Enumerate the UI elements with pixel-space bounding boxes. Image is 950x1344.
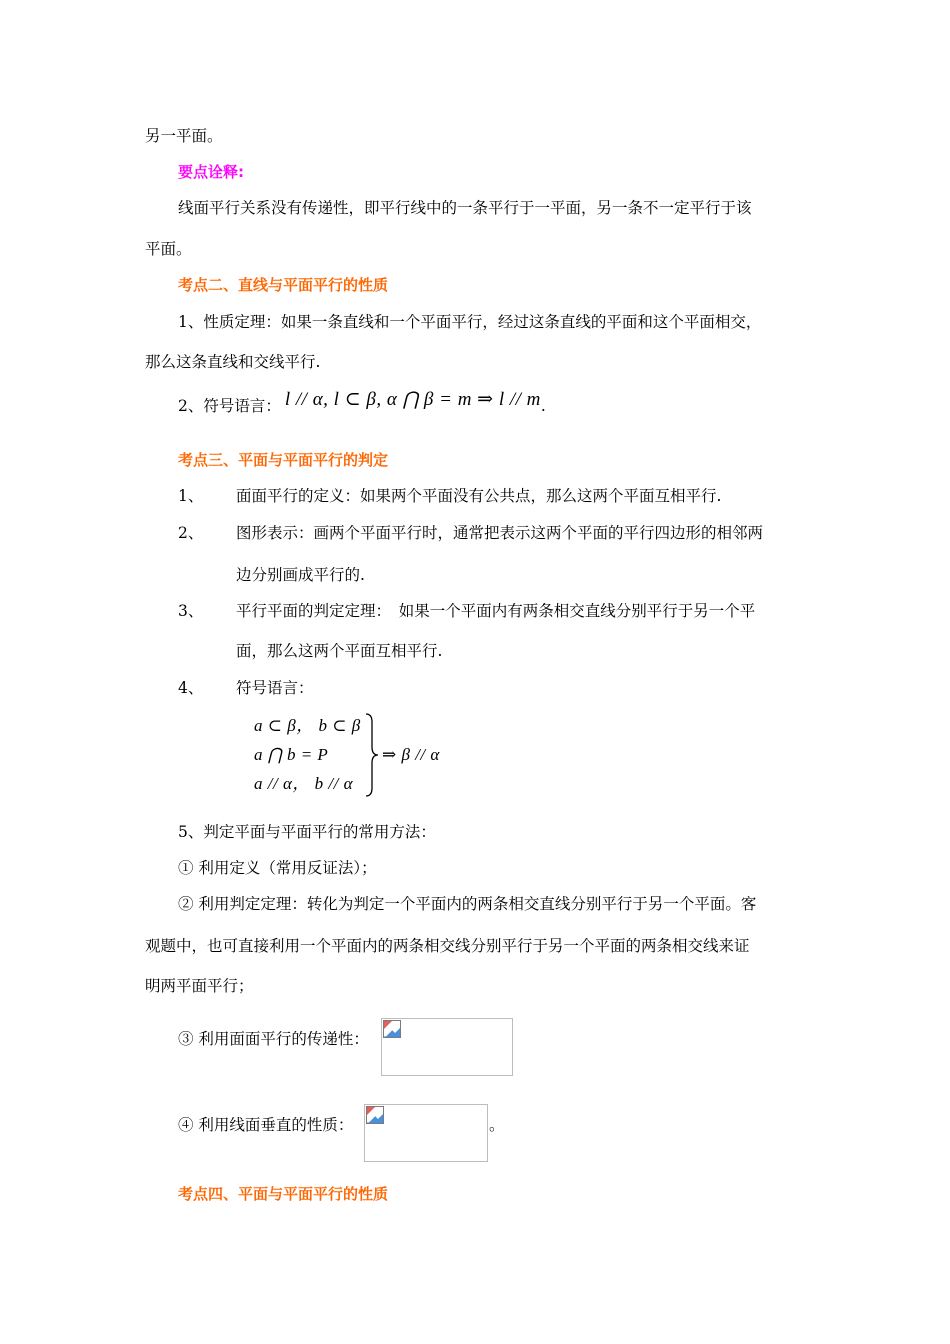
text-line: 明两平面平行； xyxy=(145,977,254,995)
method-item: ③ 利用面面平行的传递性： xyxy=(178,1030,369,1048)
list-item-text: 平行平面的判定定理： 如果一个平面内有两条相交直线分别平行于另一个平 xyxy=(236,602,756,620)
image-placeholder xyxy=(381,1018,513,1076)
list-number: 3、 xyxy=(178,602,204,620)
system-row: a ⊂ β， b ⊂ β xyxy=(254,716,361,735)
broken-image-icon xyxy=(383,1020,401,1038)
text-line: 那么这条直线和交线平行. xyxy=(145,353,321,371)
system-row: a // α， b // α xyxy=(254,774,353,793)
list-item-text: 面面平行的定义：如果两个平面没有公共点，那么这两个平面互相平行. xyxy=(236,487,722,505)
method-item: ② 利用判定定理：转化为判定一个平面内的两条相交直线分别平行于另一个平面。客 xyxy=(178,895,757,913)
key-note-heading: 要点诠释: xyxy=(178,163,244,181)
symbol-language-label: 2、符号语言： xyxy=(178,397,281,415)
section-heading-2: 考点二、直线与平面平行的性质 xyxy=(178,276,389,294)
list-item-text: 符号语言： xyxy=(236,679,314,697)
broken-image-icon xyxy=(366,1106,384,1124)
list-number: 1、 xyxy=(178,487,204,505)
right-brace-icon xyxy=(364,712,380,798)
text-line: 另一平面。 xyxy=(145,127,223,145)
section-heading-3: 考点三、平面与平面平行的判定 xyxy=(178,451,389,469)
text-line: 5、判定平面与平面平行的常用方法： xyxy=(178,823,436,841)
text-line: 观题中，也可直接利用一个平面内的两条相交线分别平行于另一个平面的两条相交线来证 xyxy=(145,937,750,955)
system-result: ⇒ β // α xyxy=(382,745,440,764)
list-number: 4、 xyxy=(178,679,204,697)
text-line: 平面。 xyxy=(145,240,192,258)
list-item-text: 图形表示：画两个平面平行时，通常把表示这两个平面的平行四边形的相邻两 xyxy=(236,524,764,542)
text-line: 1、性质定理：如果一条直线和一个平面平行，经过这条直线的平面和这个平面相交， xyxy=(178,313,762,331)
period: 。 xyxy=(489,1116,505,1134)
text-line: 线面平行关系没有传递性，即平行线中的一条平行于一平面，另一条不一定平行于该 xyxy=(178,199,752,217)
formula: l // α, l ⊂ β, α ⋂ β = m ⇒ l // m xyxy=(284,389,541,410)
period: . xyxy=(540,397,546,415)
symbol-language-line xyxy=(178,389,546,416)
section-heading-4: 考点四、平面与平面平行的性质 xyxy=(178,1185,389,1203)
image-placeholder xyxy=(364,1104,488,1162)
list-number: 2、 xyxy=(178,524,204,542)
system-row: a ⋂ b = P xyxy=(254,745,329,764)
list-item-text: 面，那么这两个平面互相平行. xyxy=(236,642,443,660)
method-item: ① 利用定义（常用反证法）； xyxy=(178,859,377,877)
method-item: ④ 利用线面垂直的性质： xyxy=(178,1116,354,1134)
list-item-text: 边分别画成平行的. xyxy=(236,566,365,584)
